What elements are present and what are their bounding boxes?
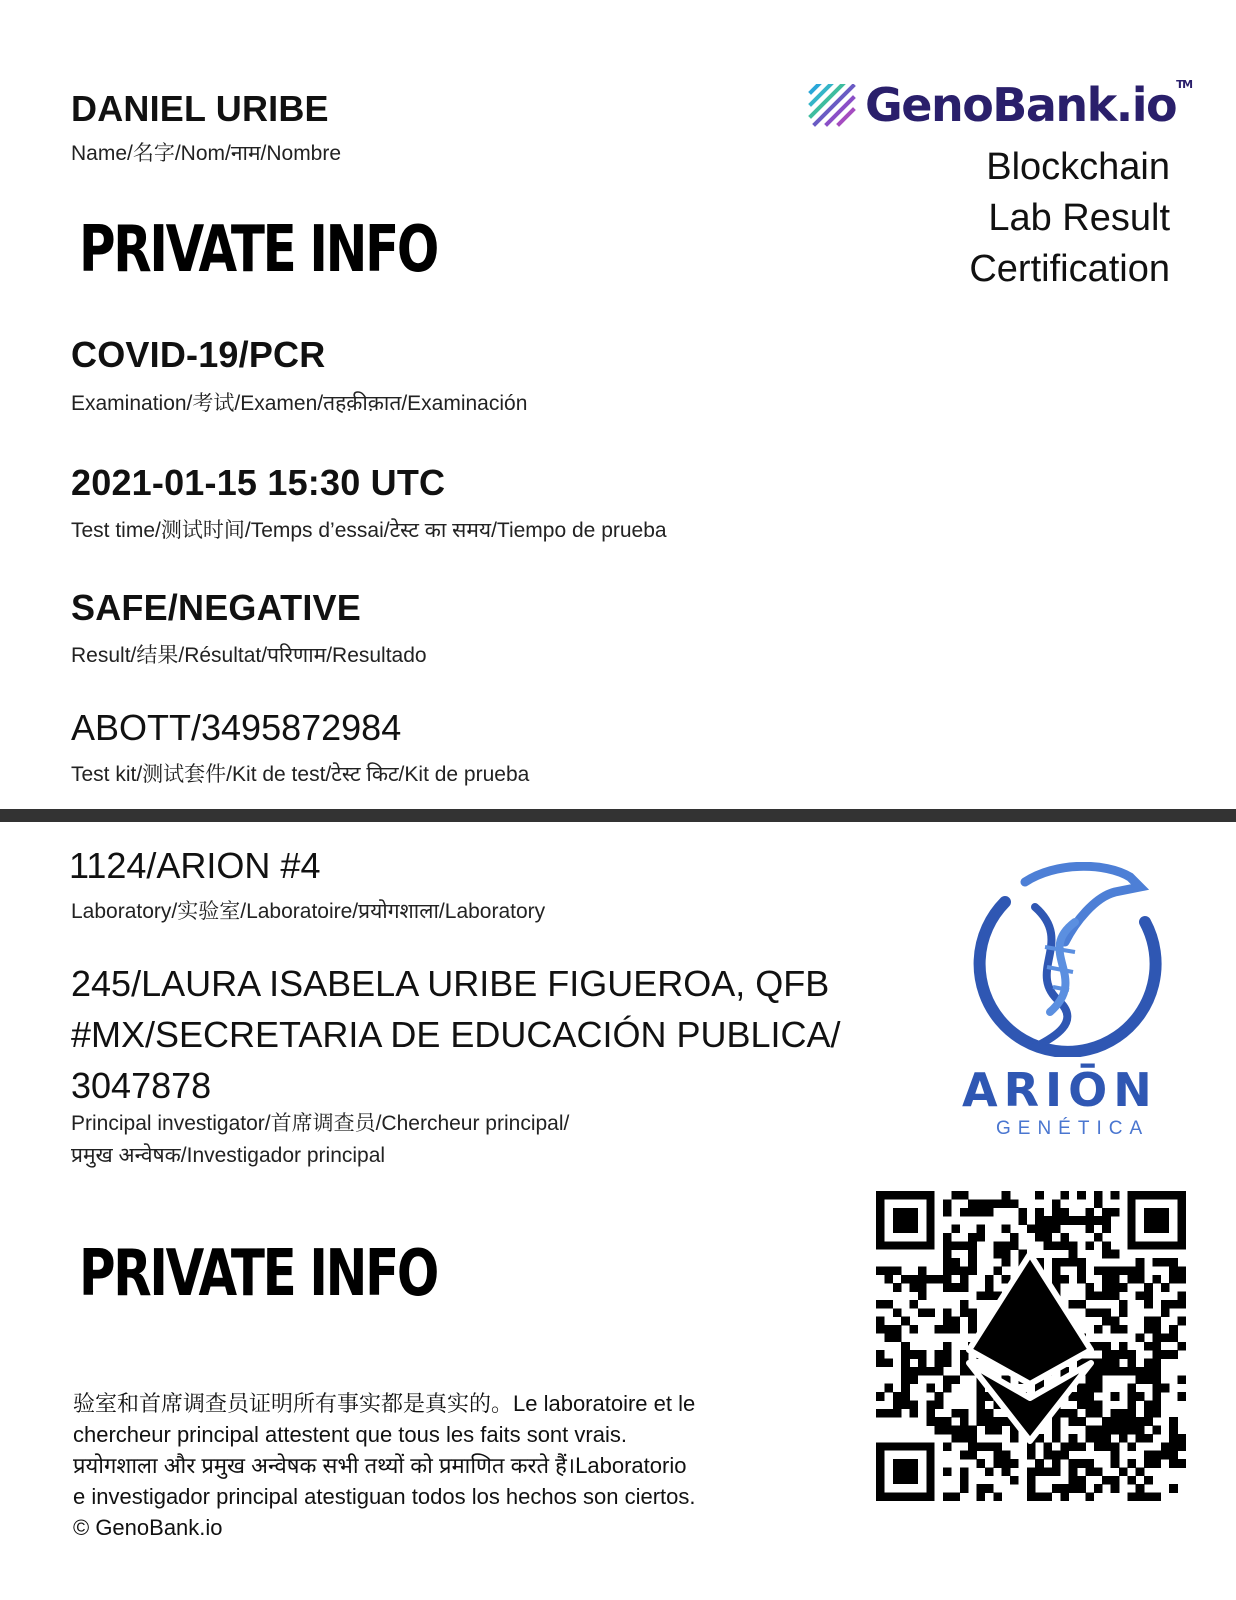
test-kit-value: ABOTT/3495872984 [71, 707, 402, 748]
investigator-line-2: #MX/SECRETARIA DE EDUCACIÓN PUBLICA/ [71, 1014, 841, 1055]
tagline-line-1: Blockchain [986, 146, 1170, 188]
laboratory-value: 1124/ARION #4 [69, 845, 321, 886]
investigator-line-3: 3047878 [71, 1065, 212, 1106]
result-value: SAFE/NEGATIVE [71, 587, 361, 628]
attestation-line-1: 验室和首席调查员证明所有事实都是真实的。Le laboratoire et le [73, 1391, 696, 1416]
attestation-line-2: chercheur principal attestent que tous les faits sont vrais. [73, 1422, 627, 1447]
investigator-label-line-2: प्रमुख अन्वेषक/Investigador principal [71, 1144, 386, 1167]
attestation-line-4: e investigador principal atestiguan todos los hechos son ciertos. [73, 1484, 696, 1509]
private-info-top: PRIVATE INFO [79, 213, 437, 287]
genobank-logo-text: GenoBank.io™ [865, 78, 1192, 132]
exam-value: COVID-19/PCR [71, 334, 326, 375]
certification-tagline [870, 142, 1170, 295]
arion-horse-dna-icon [965, 862, 1165, 1057]
investigator-value [71, 958, 841, 1111]
test-time-label: Test time/测试时间/Temps d’essai/टेस्ट का समय/Tiempo de prueba [71, 519, 667, 542]
ethereum-icon [965, 1250, 1095, 1445]
attestation-text [73, 1388, 695, 1543]
section-divider [0, 809, 1236, 822]
investigator-line-1: 245/LAURA ISABELA URIBE FIGUEROA, QFB [71, 963, 830, 1004]
test-kit-label: Test kit/测试套件/Kit de test/टेस्ट किट/Kit de prueba [71, 763, 530, 786]
genobank-logo-icon [807, 84, 857, 130]
attestation-line-3: प्रयोगशाला और प्रमुख अन्वेषक सभी तथ्यों को प्रमाणित करते हैं।Laboratorio [73, 1453, 687, 1478]
result-label: Result/结果/Résultat/परिणाम/Resultado [71, 644, 427, 667]
tagline-line-3: Certification [969, 248, 1170, 290]
investigator-label [71, 1108, 569, 1172]
arion-logo-subtext: GENÉTICA [996, 1118, 1150, 1139]
patient-name: DANIEL URIBE [71, 88, 329, 129]
exam-label: Examination/考试/Examen/तहक़ीक़ात/Examinación [71, 392, 528, 415]
investigator-label-line-1: Principal investigator/首席调查员/Chercheur principal/ [71, 1112, 570, 1135]
private-info-bottom: PRIVATE INFO [79, 1237, 437, 1311]
copyright: © GenoBank.io [73, 1515, 223, 1540]
arion-logo-text: ARIŌN [962, 1063, 1158, 1117]
tagline-line-2: Lab Result [988, 197, 1170, 239]
patient-name-label: Name/名字/Nom/नाम/Nombre [71, 142, 342, 165]
test-time-value: 2021-01-15 15:30 UTC [71, 462, 446, 503]
laboratory-label: Laboratory/实验室/Laboratoire/प्रयोगशाला/Laboratory [71, 900, 546, 923]
